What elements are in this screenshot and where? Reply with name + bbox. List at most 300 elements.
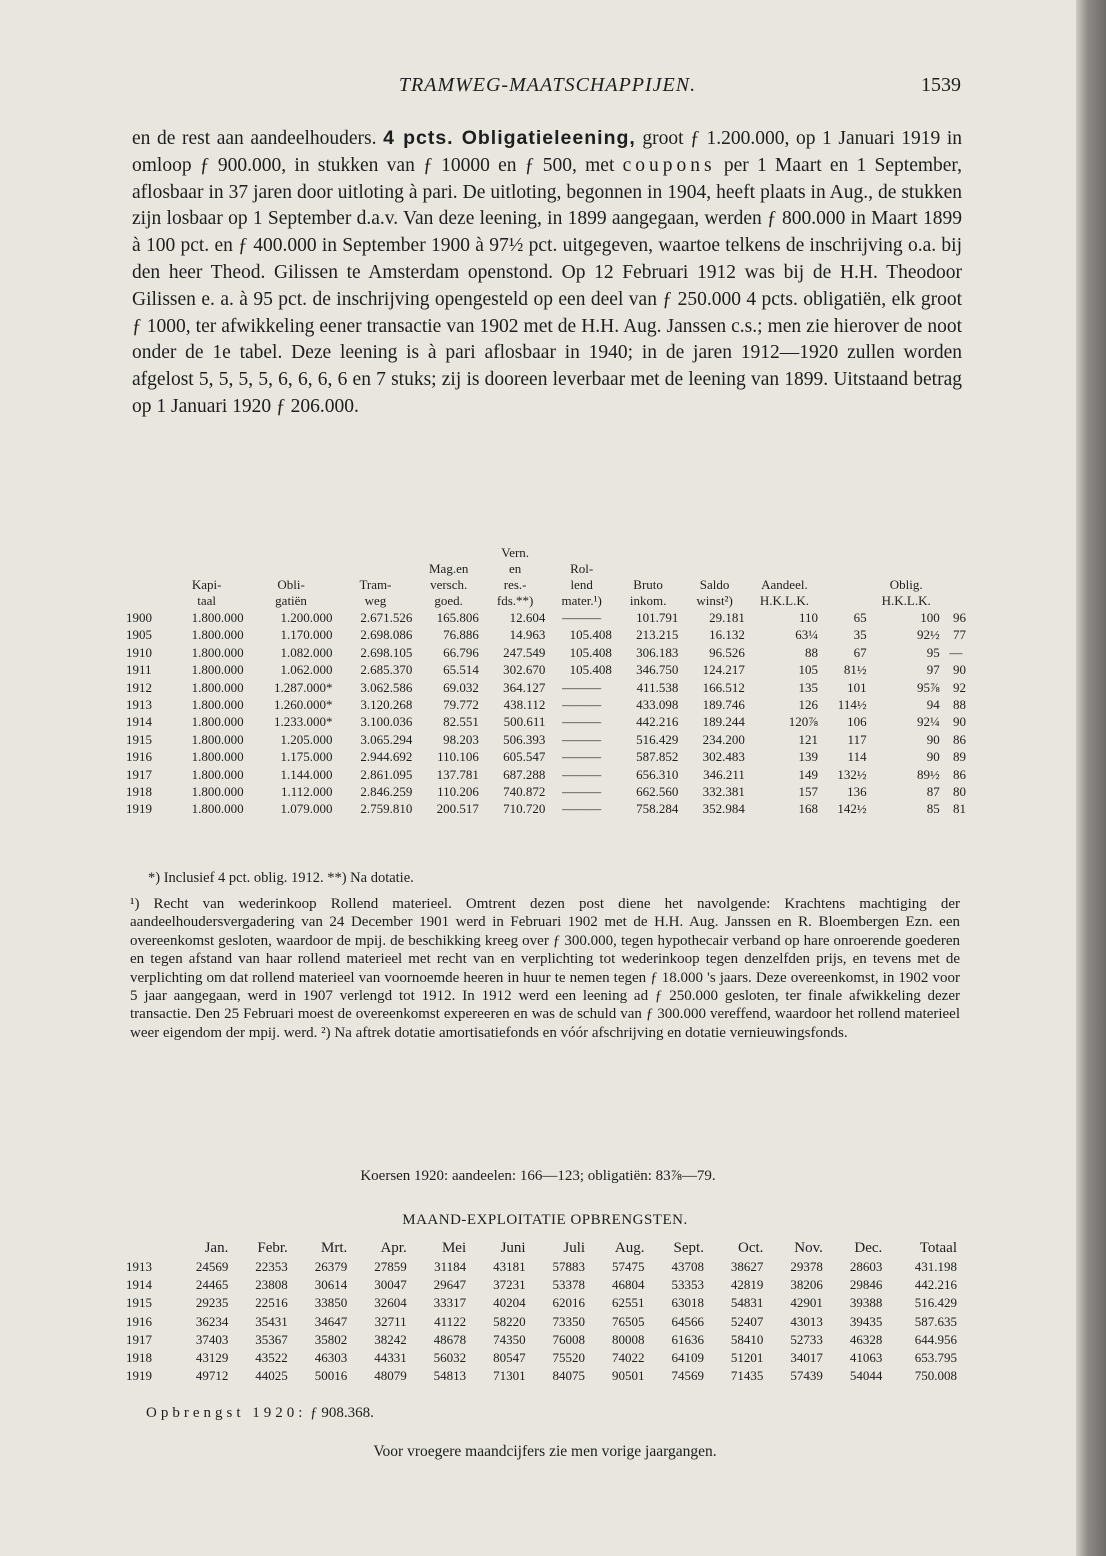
paragraph-part-2: per 1 Maart en 1 September, aflosbaar in 37 jaren door uitloting à pari. De uitloting, begonnen in 1904, heeft plaats in Aug., de stukken zijn losbaar op 1 September d.a.v. Van deze leening, in 1899 aangegaan, werden ƒ 800.000 in Maart 1899 à 100 pct. en ƒ 400.000 in September 1900 à 97½ pct. uitgegeven, waartoe telkens de inschrijving o.a. bij den heer Theod. Gilissen te Amsterdam openstond. Op 12 Februari 1912 was bij de H.H. Theodoor Gilissen e. a. à 95 pct. de inschrijving opengesteld op een deel van ƒ 250.000 4 pcts. obligatiën, elk groot ƒ 1000, ter afwikkeling eener transactie van 1902 met de H.H. Aug. Janssen c.s.; men zie hierover de noot onder de 1e tabel. Deze leening is à pari aflosbaar in 1940; in de jaren 1912—1920 zullen worden afgelost 5, 5, 5, 5, 6, 6, 6, 6 en 7 stuks; zij is dooreen leverbaar met de leening van 1899. Uitstaand betrag op 1 Januari 1920 ƒ 206.000.	[132, 154, 963, 417]
table-cell: 1.233.000*	[274, 714, 333, 730]
mon-header-cell: Juli	[563, 1240, 586, 1256]
table-cell: 500.611	[503, 714, 546, 730]
table-cell: 39435	[849, 1313, 883, 1329]
table-cell: 28603	[849, 1259, 883, 1274]
table-cell: 1.079.000	[280, 801, 333, 817]
table-cell: 58410	[730, 1331, 764, 1347]
table-cell: 1.800.000	[191, 714, 244, 730]
table-cell: 35	[853, 627, 867, 643]
table-cell: 43013	[790, 1313, 823, 1329]
table-cell: 687.288	[503, 766, 546, 782]
table-cell: 346.750	[636, 662, 679, 678]
table-row	[124, 1276, 960, 1294]
table-cell: 101	[847, 679, 867, 695]
table-cell: 132½	[837, 766, 867, 782]
table-row	[124, 661, 969, 678]
table-cell: 200.517	[436, 801, 479, 817]
table-cell: 124.217	[702, 662, 745, 678]
opbrengst-value: ƒ 908.368.	[310, 1405, 374, 1421]
table-cell: 149	[798, 766, 819, 782]
table-cell: 110	[798, 610, 819, 625]
table-cell: 54813	[433, 1368, 467, 1384]
fin-header-cell: Oblig. H.K.L.K.	[881, 577, 931, 608]
table-cell: 213.215	[636, 627, 679, 643]
table-cell: 16.132	[709, 627, 745, 643]
table-cell: 35431	[255, 1313, 288, 1329]
fin-header-cell: Kapi- taal	[191, 577, 222, 608]
table-cell: 48079	[374, 1368, 407, 1384]
table-row	[124, 1313, 960, 1331]
table-cell: 3.120.268	[360, 697, 413, 713]
table-cell: 1.800.000	[191, 610, 244, 625]
table-cell: 44025	[255, 1368, 288, 1384]
mon-header-cell: Oct.	[737, 1240, 764, 1256]
table-cell: 27859	[374, 1259, 407, 1274]
table-cell: 411.538	[636, 679, 679, 695]
table-cell: 302.670	[503, 662, 546, 678]
table-cell: 120⅞	[788, 714, 819, 730]
table-cell: 41122	[434, 1313, 467, 1329]
table-cell: 1.260.000*	[274, 697, 333, 713]
table-cell: 54044	[849, 1368, 883, 1384]
financial-table-header	[124, 545, 969, 609]
table-cell: 56032	[433, 1350, 467, 1366]
table-cell: 653.795	[914, 1350, 957, 1366]
table-cell: 1.800.000	[191, 801, 244, 817]
table-cell: 87	[926, 784, 940, 800]
table-cell: 33850	[314, 1295, 348, 1311]
table-cell: 67	[853, 644, 867, 660]
table-row	[124, 1258, 960, 1276]
year-cell: 1912	[126, 679, 152, 695]
table-cell: 656.310	[636, 766, 679, 782]
table-row	[124, 731, 969, 748]
table-cell: 587.852	[636, 749, 679, 765]
table-row	[124, 679, 969, 696]
page-edge	[1076, 0, 1106, 1556]
table-cell: ———	[562, 697, 602, 713]
table-cell: 29235	[195, 1295, 229, 1311]
table-cell: 94	[926, 697, 940, 713]
table-cell: 431.198	[914, 1259, 957, 1274]
table-cell: 29378	[790, 1259, 823, 1274]
table-cell: 31184	[434, 1259, 467, 1274]
table-cell: 2.671.526	[360, 610, 413, 625]
table-cell: 105.408	[569, 644, 612, 660]
table-cell: 74569	[671, 1368, 704, 1384]
table-cell: 1.082.000	[280, 644, 333, 660]
table-cell: 114	[847, 749, 867, 765]
mon-header-cell: Dec.	[854, 1240, 883, 1256]
table-cell: 605.547	[503, 749, 546, 765]
table-cell: 46303	[314, 1350, 348, 1366]
table-cell: 98.203	[443, 731, 479, 747]
table-cell: 110.206	[437, 784, 479, 800]
table-cell: 1.800.000	[191, 644, 244, 660]
table-cell: 74350	[493, 1331, 526, 1347]
table-cell: 157	[798, 784, 819, 800]
table-cell: 1.287.000*	[274, 679, 333, 695]
table-cell: 43129	[195, 1350, 229, 1366]
table-row	[124, 626, 969, 643]
table-cell: 48678	[433, 1331, 467, 1347]
table-cell: 76.886	[443, 627, 479, 643]
table-row	[124, 1367, 960, 1385]
table-cell: 95⅞	[917, 679, 940, 695]
table-cell: 76505	[612, 1313, 645, 1329]
table-cell: 90	[926, 731, 940, 747]
table-cell: 26379	[314, 1259, 348, 1274]
table-cell: 137.781	[436, 766, 479, 782]
intro-text: en de rest aan aandeelhouders.	[132, 128, 377, 149]
table-cell: 114½	[837, 697, 867, 713]
table-cell: 52733	[790, 1331, 823, 1347]
table-cell: 53378	[552, 1277, 586, 1293]
table-cell: 74022	[612, 1350, 645, 1366]
vroegere-note: Voor vroegere maandcijfers zie men vorige jaargangen.	[373, 1443, 717, 1460]
mon-header-cell: Mrt.	[320, 1240, 348, 1256]
table-cell: 63¼	[795, 627, 819, 643]
table-cell: 302.483	[702, 749, 745, 765]
page-number: 1539	[921, 74, 961, 96]
table-cell: 100	[920, 610, 940, 625]
table-cell: 2.698.086	[360, 627, 413, 643]
table-cell: 35802	[314, 1331, 348, 1347]
year-cell: 1916	[126, 749, 152, 765]
table-cell: 32711	[374, 1313, 407, 1329]
table-cell: 30047	[374, 1277, 407, 1293]
year-cell: 1910	[126, 644, 152, 660]
table-cell: 189.746	[702, 697, 745, 713]
mon-header-cell: Juni	[500, 1240, 526, 1256]
fin-header-cell: Tram- weg	[359, 577, 392, 608]
mon-header-cell: Mei	[441, 1240, 467, 1256]
table-cell: 89½	[917, 766, 940, 782]
table-cell: ———	[562, 679, 602, 695]
table-cell: 14.963	[509, 627, 546, 643]
table-cell: ———	[562, 766, 602, 782]
year-cell: 1913	[126, 697, 152, 713]
table-cell: 136	[847, 784, 867, 800]
table-cell: 63018	[671, 1295, 704, 1311]
table-cell: 51201	[730, 1350, 764, 1366]
table-cell: 1.200.000	[280, 610, 333, 625]
table-cell: 69.032	[443, 679, 479, 695]
table-cell: 740.872	[503, 784, 546, 800]
table-cell: 1.062.000	[280, 662, 333, 678]
table-cell: 43181	[493, 1259, 526, 1274]
table-cell: 34647	[314, 1313, 348, 1329]
table-cell: 97	[926, 662, 940, 678]
mon-header-cell: Aug.	[614, 1240, 645, 1256]
table-cell: ———	[562, 784, 602, 800]
table-cell: 166.512	[702, 679, 745, 695]
table-cell: 33317	[433, 1295, 467, 1311]
table-row	[124, 748, 969, 765]
table-cell: 80008	[612, 1331, 645, 1347]
table-cell: 46804	[612, 1277, 645, 1293]
table-cell: 126	[798, 697, 819, 713]
table-cell: 71301	[493, 1368, 526, 1384]
table-cell: 35367	[255, 1331, 288, 1347]
table-cell: 42819	[730, 1277, 764, 1293]
fin-header-cell: Rol- lend mater.¹)	[561, 561, 602, 608]
table-cell: 44331	[374, 1350, 407, 1366]
table-cell: 53353	[671, 1277, 704, 1293]
table-cell: 36234	[195, 1313, 229, 1329]
table-cell: 30614	[314, 1277, 348, 1293]
table-cell: 41063	[849, 1350, 883, 1366]
table-cell: 24569	[195, 1259, 229, 1274]
table-cell: 79.772	[443, 697, 479, 713]
table-cell: 662.560	[636, 784, 679, 800]
table-cell: ———	[562, 610, 602, 625]
table-cell: 306.183	[636, 644, 679, 660]
table-cell: 106	[847, 714, 867, 730]
table-cell: 77	[953, 627, 966, 643]
table-cell: 24465	[195, 1277, 229, 1293]
year-cell: 1916	[126, 1313, 152, 1329]
table-cell: 66.796	[443, 644, 479, 660]
table-row	[124, 1349, 960, 1367]
table-cell: 516.429	[914, 1295, 957, 1311]
table-cell: —	[949, 644, 963, 660]
table-cell: 1.800.000	[191, 784, 244, 800]
table-cell: 346.211	[703, 766, 745, 782]
mon-header-cell: Febr.	[257, 1240, 288, 1256]
table-cell: 2.759.810	[360, 801, 413, 817]
year-cell: 1915	[126, 1295, 152, 1311]
footnote-recht: ¹) Recht van wederinkoop Rollend materieel. Omtrent dezen post diene het navolgende: Krachtens machtiging der aandeelhoudersvergadering van 24 December 1901 werd in Februari 1902 met de H.H. Aug. Janssen en R. Bloembergen Ezn. een overeenkomst gesloten, waardoor de mpij. de beschikking kreeg over ƒ 300.000, tegen hypothecair verband op hare onroerende goederen en tegen afstand van haar rollend materieel met recht van en verplichting tot wederinkoop tegen denzelfden prijs, en tevens met de verplichting om dat rollend materieel van voornoemde heeren in huur te nemen tegen ƒ 18.000 's jaars. Deze overeenkomst, in 1902 voor 5 jaar aangegaan, werd in 1907 verlengd tot 1912. In 1912 werd een leening ad ƒ 250.000 gesloten, ter finale afwikkeling dezer transactie. Den 25 Februari moest de overeenkomst expereeren en was de schuld van ƒ 300.000 vereffend, waardoor het rollend materieel weer eigendom der mpij. werd. ²) Na aftrek dotatie amortisatiefonds en vóór afschrijving en dotatie vernieuwingsfonds.	[130, 896, 960, 1041]
table-cell: 50016	[314, 1368, 348, 1384]
table-cell: 2.846.259	[360, 784, 413, 800]
table-row	[124, 766, 969, 783]
table-cell: 1.144.000	[280, 766, 333, 782]
table-cell: 516.429	[636, 731, 679, 747]
table-cell: 3.065.294	[360, 731, 413, 747]
fin-header-cell: Bruto inkom.	[629, 577, 667, 608]
table-cell: 52407	[730, 1313, 764, 1329]
table-cell: ———	[562, 749, 602, 765]
table-cell: 92	[953, 679, 966, 695]
table-cell: 758.284	[636, 801, 679, 817]
table-cell: 23808	[255, 1277, 288, 1293]
year-cell: 1914	[126, 1277, 152, 1293]
table-cell: 73350	[552, 1313, 586, 1329]
mon-header-cell: Sept.	[673, 1240, 704, 1256]
table-cell: 1.800.000	[191, 679, 244, 695]
table-cell: 1.800.000	[191, 627, 244, 643]
table-cell: 710.720	[503, 801, 546, 817]
fin-header-cell	[124, 545, 167, 609]
year-cell: 1918	[126, 784, 152, 800]
table-cell: 84075	[552, 1368, 586, 1384]
table-cell: 64109	[671, 1350, 704, 1366]
table-cell: 40204	[493, 1295, 526, 1311]
table-cell: 101.791	[636, 610, 679, 625]
page-header	[130, 74, 965, 104]
mon-header-cell: Jan.	[204, 1240, 229, 1256]
table-cell: 82.551	[443, 714, 479, 730]
table-cell: 92¼	[917, 714, 940, 730]
table-cell: 37231	[493, 1277, 526, 1293]
table-cell: 750.008	[914, 1368, 957, 1384]
year-cell: 1913	[126, 1259, 152, 1274]
table-cell: 65.514	[443, 662, 479, 678]
table-row	[124, 783, 969, 800]
table-cell: 89	[953, 749, 966, 765]
table-cell: 81	[953, 801, 966, 817]
table-cell: 32604	[374, 1295, 407, 1311]
table-cell: 105.408	[569, 662, 612, 678]
table-cell: 92½	[917, 627, 940, 643]
mon-header-cell: Nov.	[794, 1240, 823, 1256]
table-cell: 117	[847, 731, 867, 747]
table-cell: 442.216	[914, 1277, 957, 1293]
fin-header-cell: Vern. en res.- fds.**)	[496, 545, 534, 608]
table-cell: 86	[953, 731, 966, 747]
table-row	[124, 609, 969, 626]
table-cell: 1.800.000	[191, 731, 244, 747]
table-cell: 2.861.095	[360, 766, 413, 782]
table-cell: 1.170.000	[280, 627, 333, 643]
table-cell: 22353	[255, 1259, 288, 1274]
table-cell: 54831	[730, 1295, 764, 1311]
table-cell: 42901	[790, 1295, 823, 1311]
table-cell: 438.112	[503, 697, 546, 713]
table-cell: 88	[953, 697, 966, 713]
table-cell: 352.984	[702, 801, 745, 817]
table-cell: 81½	[843, 662, 867, 678]
table-cell: 57883	[552, 1259, 586, 1274]
table-cell: 1.112.000	[280, 784, 333, 800]
mon-header-cell: Apr.	[380, 1240, 407, 1256]
table-cell: 2.698.105	[360, 644, 413, 660]
table-row	[124, 1294, 960, 1312]
fin-header-cell: Obli- gatiën	[275, 577, 307, 608]
koersen-line: Koersen 1920: aandeelen: 166—123; obligatiën: 83⅞—79.	[360, 1168, 716, 1184]
table-cell: 85	[926, 801, 940, 817]
table-cell: 135	[798, 679, 819, 695]
table-row	[124, 713, 969, 730]
fin-header-cell: Mag.en versch. goed.	[428, 561, 469, 608]
table-cell: 3.100.036	[360, 714, 413, 730]
table-cell: 168	[798, 801, 819, 817]
table-cell: 96	[953, 610, 966, 625]
table-cell: 76008	[552, 1331, 586, 1347]
fin-header-cell: Aandeel. H.K.L.K.	[759, 577, 809, 608]
table-cell: 433.098	[636, 697, 679, 713]
table-row	[124, 800, 969, 817]
table-cell: 62016	[552, 1295, 586, 1311]
table-cell: 88	[805, 644, 819, 660]
table-cell: 90	[953, 662, 966, 678]
fin-header-cell	[821, 545, 870, 609]
table-cell: 96.526	[709, 644, 745, 660]
table-cell: 644.956	[914, 1331, 957, 1347]
year-cell: 1900	[126, 610, 152, 625]
table-cell: 165.806	[436, 610, 479, 625]
table-row	[124, 644, 969, 661]
table-cell: 90	[926, 749, 940, 765]
year-cell: 1911	[126, 662, 152, 678]
table-cell: 139	[798, 749, 819, 765]
table-cell: 110.106	[437, 749, 479, 765]
table-cell: 38206	[790, 1277, 823, 1293]
mon-header-cell	[124, 1238, 172, 1258]
table-cell: 247.549	[503, 644, 546, 660]
table-cell: 38242	[374, 1331, 407, 1347]
table-cell: 22516	[255, 1295, 288, 1311]
table-cell: 34017	[790, 1350, 823, 1366]
year-cell: 1905	[126, 627, 152, 643]
table-cell: 442.216	[636, 714, 679, 730]
opbrengst-label: Opbrengst 1920:	[146, 1405, 307, 1421]
year-cell: 1917	[126, 1331, 152, 1347]
table-cell: 65	[853, 610, 867, 625]
table-cell: 37403	[195, 1331, 229, 1347]
table-cell: 64566	[671, 1313, 704, 1329]
table-cell: 46328	[849, 1331, 883, 1347]
table-cell: 49712	[195, 1368, 229, 1384]
fin-header-cell: Saldo winst²)	[696, 577, 733, 608]
table-cell: 57475	[612, 1259, 645, 1274]
table-cell: 1.800.000	[191, 766, 244, 782]
table-cell: ———	[562, 714, 602, 730]
monthly-table-header	[124, 1238, 960, 1258]
table-cell: 62551	[612, 1295, 645, 1311]
table-cell: 105	[798, 662, 819, 678]
opbrengst-line	[146, 1405, 374, 1422]
table-cell: 58220	[493, 1313, 526, 1329]
table-cell: 1.205.000	[280, 731, 333, 747]
table-cell: 1.800.000	[191, 749, 244, 765]
year-cell: 1918	[126, 1350, 152, 1366]
table-cell: 29647	[433, 1277, 467, 1293]
body-paragraph	[132, 125, 962, 421]
table-cell: 71435	[730, 1368, 764, 1384]
table-row	[124, 696, 969, 713]
table-cell: 90501	[612, 1368, 645, 1384]
table-cell: 364.127	[503, 679, 546, 695]
table-cell: 142½	[837, 801, 867, 817]
table-cell: 189.244	[702, 714, 745, 730]
table-row	[124, 1331, 960, 1349]
monthly-table-title: MAAND-EXPLOITATIE OPBRENGSTEN.	[402, 1212, 688, 1228]
mon-header-cell: Totaal	[919, 1240, 957, 1256]
table-cell: 80547	[493, 1350, 526, 1366]
table-cell: 234.200	[702, 731, 745, 747]
table-cell: 29846	[849, 1277, 883, 1293]
table-cell: 506.393	[503, 731, 546, 747]
year-cell: 1919	[126, 1368, 152, 1384]
table-cell: 43522	[255, 1350, 288, 1366]
table-cell: 2.685.370	[360, 662, 413, 678]
paragraph-part-1: groot ƒ 1.200.000, op 1 Januari 1919 in omloop ƒ 900.000, in stukken van ƒ 10000 en ƒ 500, met	[132, 128, 963, 176]
table-cell: 90	[953, 714, 966, 730]
table-cell: 332.381	[702, 784, 745, 800]
year-cell: 1915	[126, 731, 152, 747]
table-cell: 121	[798, 731, 819, 747]
year-cell: 1917	[126, 766, 152, 782]
table-cell: 3.062.586	[360, 679, 413, 695]
table-cell: 1.175.000	[280, 749, 333, 765]
year-cell: 1919	[126, 801, 152, 817]
table-cell: 57439	[790, 1368, 823, 1384]
monthly-table	[124, 1238, 960, 1385]
table-cell: 39388	[849, 1295, 883, 1311]
table-cell: ———	[562, 731, 602, 747]
